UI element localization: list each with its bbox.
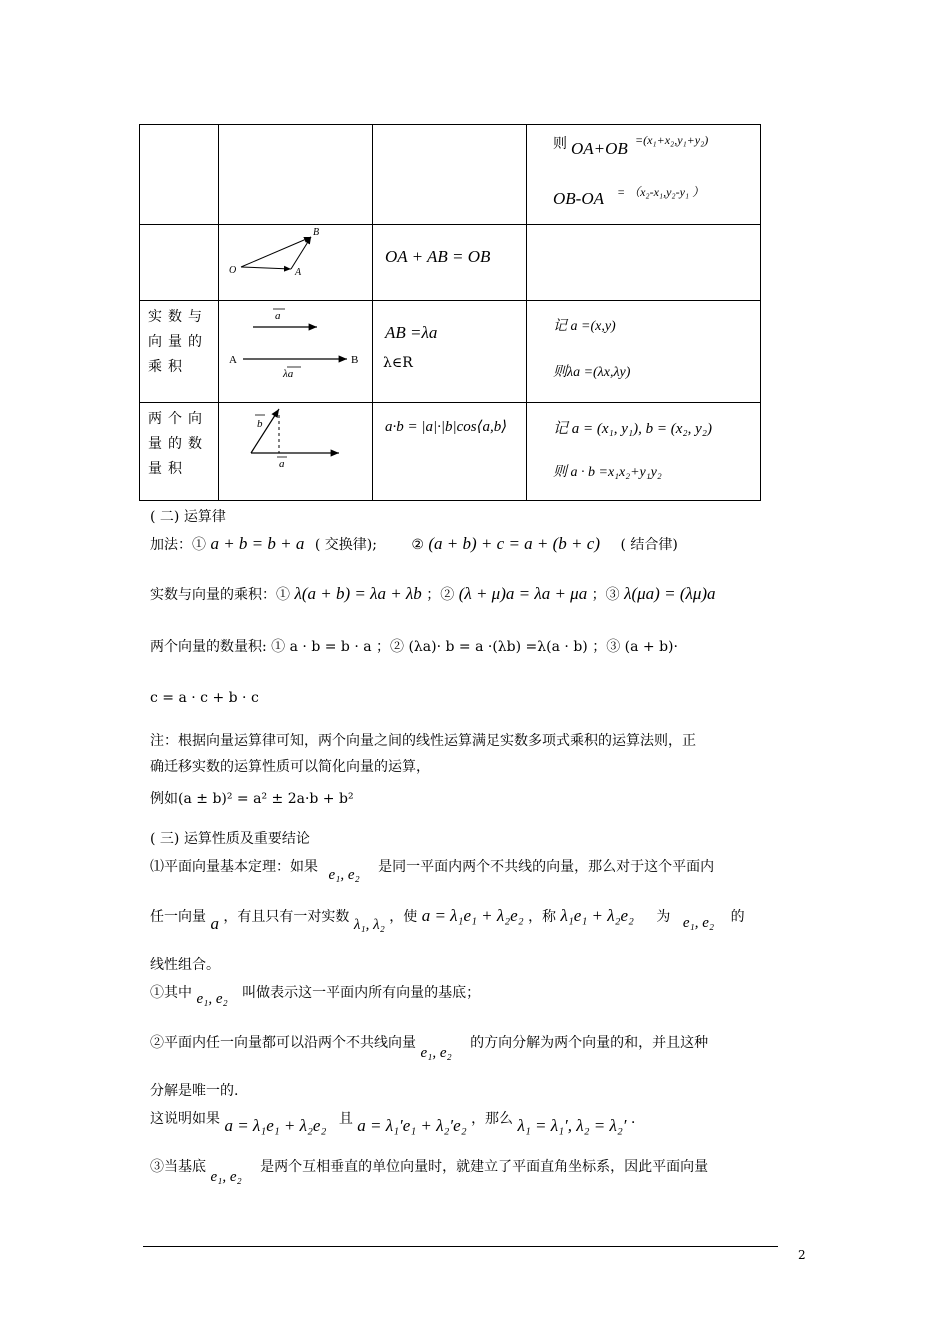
dot-law-line-1: 两个向量的数量积: ① a · b = b · a ；② (λa)· b = a ·(λb) =λ(a · b) ；③ (a + b)· [150, 639, 678, 655]
item-1-basis: e₁, e₂ [196, 991, 228, 1007]
explanation-line [150, 1108, 645, 1135]
table-cell-r4c4 [527, 403, 761, 501]
commutative-note: ( 交换律); [314, 537, 377, 553]
explanation-formula-1: a = λ₁e₁ + λ₂e₂ [224, 1116, 327, 1135]
diagram1-label-b: B [313, 227, 320, 238]
explanation-formula-2: a = λ₁′e₁ + λ₂′e₂ [357, 1116, 467, 1135]
theorem-line-2 [150, 906, 745, 933]
dot-product-label: 两个向量的数量积 [148, 411, 208, 477]
theorem-condition: 是同一平面内两个不共线的向量，那么对于这个平面内 [378, 859, 715, 875]
item-1-prefix: ①其中 [150, 985, 192, 1001]
diagram1-label-o: O [229, 265, 237, 276]
theorem-lambdas: λ₁, λ₂ [353, 917, 385, 933]
theorem-line-1 [150, 856, 715, 883]
diagram2-label-b-point: B [351, 354, 359, 366]
item-2-line [150, 1032, 709, 1061]
oa-plus-ob: OA+OB [571, 139, 628, 158]
page-number: 2 [798, 1248, 806, 1262]
theorem-any-vector: 任一向量 [150, 909, 206, 925]
table-cell-r2c3 [373, 225, 527, 301]
item-3-line [150, 1156, 709, 1185]
explanation-and: 且 [338, 1111, 353, 1127]
dot-product-formula: a·b = |a|·|b|cos⟨a,b⟩ [385, 419, 508, 435]
sum-coordinates: =(x₁+x₂,y₁+y₂) [635, 133, 709, 147]
theorem-unique-pair: ，有且只有一对实数 [223, 909, 350, 925]
scalar-law-formula-2: (λ + μ)a = λa + μa [458, 584, 588, 603]
item-3-basis: e₁, e₂ [210, 1169, 242, 1185]
explanation-then: ，那么 [471, 1111, 514, 1127]
theorem-called: ，称 [528, 909, 557, 925]
diagram3-label-a: a [279, 458, 285, 470]
diagram2-label-a: a [275, 310, 281, 322]
section-3-title: ( 三) 运算性质及重要结论 [150, 831, 310, 847]
dot-product-diagram [221, 405, 371, 499]
scalar-product-label: 实数与向量的乘积 [148, 309, 208, 375]
theorem-vector-a: a [210, 914, 219, 933]
scalar-law-formula-1: λ(a + b) = λa + λb [294, 584, 422, 603]
explanation-if: 这说明如果 [150, 1111, 220, 1127]
diagram2-label-a-point: A [229, 354, 237, 366]
explanation-formula-3: λ₁ = λ₁′, λ₂ = λ₂′ [517, 1116, 627, 1135]
item-2-prefix: ②平面内任一向量都可以沿两个不共线向量 [150, 1035, 416, 1051]
footer-rule [143, 1246, 778, 1247]
item-2-basis: e₁, e₂ [420, 1045, 452, 1061]
note-line-1: 注：根据向量运算律可知，两个向量之间的线性运算满足实数多项式乘积的运算法则，正 [150, 733, 696, 749]
dot-product-coordinates: 则 a · b =x₁x₂+y₁y₂ [553, 465, 662, 480]
lambda-real-note: λ∈R [383, 355, 413, 371]
table-cell-r2c1 [140, 225, 219, 301]
table-cell-r4c3 [373, 403, 527, 501]
scalar-law-formula-3: λ(μa) = (λμ)a [624, 584, 716, 603]
diagram2-label-lambda-a: λa [283, 368, 294, 380]
item-1-line [150, 982, 481, 1007]
table-cell-r1c3 [373, 125, 527, 225]
section-2-title: ( 二) 运算律 [150, 509, 226, 525]
scalar-law-sep-2: ；③ [591, 587, 620, 603]
vector-a-coordinates: 记 a =(x,y) [553, 319, 616, 334]
table-cell-r4c1 [140, 403, 219, 501]
table-cell-r2c4 [527, 225, 761, 301]
ze-label: 则 [553, 136, 567, 152]
theorem-such-that: ，使 [389, 909, 418, 925]
example-line: 例如(a ± b)² = a² ± 2a·b + b² [150, 791, 354, 807]
lambda-a-coordinates: 则λa =(λx,λy) [553, 365, 631, 380]
triangle-rule-diagram [221, 227, 371, 299]
table-cell-r1c1 [140, 125, 219, 225]
theorem-decomposition: a = λ₁e₁ + λ₂e₂ [421, 906, 524, 925]
triangle-rule-formula: OA + AB = OB [385, 247, 491, 266]
theorem-as: 为 [656, 909, 671, 925]
table-cell-r1c2 [219, 125, 373, 225]
theorem-line-3: 线性组合。 [150, 957, 220, 973]
dot-law-line-2: c = a · c + b · c [150, 690, 259, 706]
associative-formula: (a + b) + c = a + (b + c) [428, 534, 600, 553]
scalar-product-formula: AB =λa [385, 323, 438, 342]
scalar-law-sep-1: ；② [426, 587, 455, 603]
diagram1-label-a: A [295, 267, 302, 278]
associative-note: ( 结合律) [620, 537, 678, 553]
table-cell-r2c2 [219, 225, 373, 301]
addition-prefix: 加法：① [150, 537, 206, 553]
associative-marker: ② [411, 537, 424, 553]
theorem-basis: e₁, e₂ [328, 867, 360, 883]
item-3-text: 是两个互相垂直的单位向量时，就建立了平面直角坐标系，因此平面向量 [260, 1159, 709, 1175]
theorem-intro: ⑴平面向量基本定理：如果 [150, 859, 318, 875]
item-2-continuation: 分解是唯一的. [150, 1083, 239, 1099]
scalar-multiple-diagram [221, 303, 371, 399]
theorem-combination: λ₁e₁ + λ₂e₂ [560, 906, 634, 925]
note-line-2: 确迁移实数的运算性质可以简化向量的运算， [150, 759, 430, 775]
table-cell-r3c4 [527, 301, 761, 403]
diagram3-label-b: b [257, 418, 263, 430]
vector-operations-table [139, 124, 761, 501]
vectors-ab-coordinates: 记 a = (x₁, y₁), b = (x₂, y₂) [553, 421, 712, 437]
table-cell-r4c2 [219, 403, 373, 501]
scalar-law-prefix: 实数与向量的乘积：① [150, 587, 290, 603]
table-cell-r1c4 [527, 125, 761, 225]
table-cell-r3c1 [140, 301, 219, 403]
table-cell-r3c2 [219, 301, 373, 403]
item-1-text: 叫做表示这一平面内所有向量的基底； [242, 985, 481, 1001]
theorem-basis-2: e₁, e₂ [682, 915, 715, 931]
explanation-period: ． [630, 1111, 645, 1127]
commutative-formula: a + b = b + a [210, 534, 305, 553]
item-2-text: 的方向分解为两个向量的和，并且这种 [470, 1035, 709, 1051]
theorem-of: 的 [730, 909, 745, 925]
item-3-prefix: ③当基底 [150, 1159, 206, 1175]
ob-minus-oa: OB-OA [553, 189, 604, 208]
addition-law-line [150, 534, 678, 554]
scalar-law-line [150, 584, 716, 604]
table-cell-r3c3 [373, 301, 527, 403]
diff-coordinates: = （x₂-x₁,y₂-y₁ ） [617, 185, 705, 199]
